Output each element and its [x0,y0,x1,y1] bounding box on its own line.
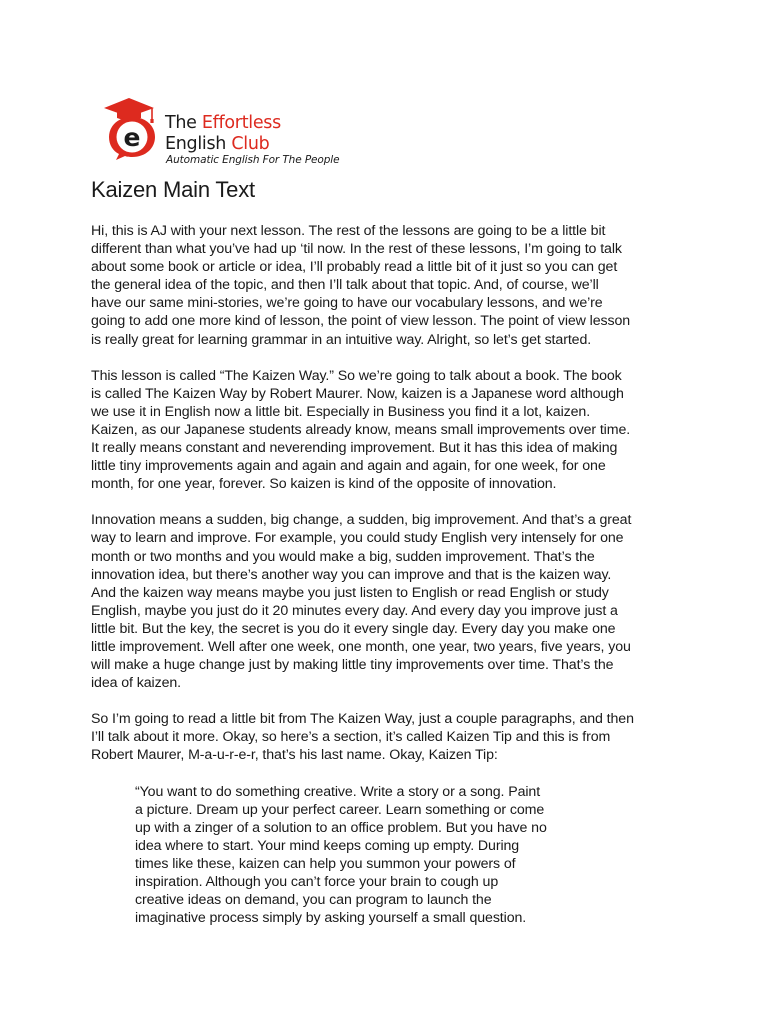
page-title: Kaizen Main Text [91,177,255,202]
svg-text:e: e [123,123,141,152]
document-body [91,222,691,927]
paragraph-reading-intro: So I’m going to read a little bit from The Kaizen Way, just a couple paragraphs, and then I’ll talk about it more. Okay, so here’s a section, it’s called Kaizen Tip and this is from Robert Maurer, M-a-u-r-e-r, that’s his last name. Okay, Kaizen Tip: [91,711,634,764]
graduation-cap-e-icon [102,96,164,160]
paragraph-innovation: Innovation means a sudden, big change, a sudden, big improvement. And that’s a great way to learn and improve. For example, you could study English very intensely for one month or two months and you would make a big, sudden improvement. That’s the innovation idea, but there’s another way you can improve and that is the kaizen way. And the kaizen way means maybe you just listen to English or read English or study English, maybe you just do it 20 minutes every day. And every day you improve just a little bit. But the key, the secret is you do it every single day. Every day you make one little improvement. Well after one week, one month, one year, two years, five years, you will make a huge change just by making little tiny improvements over time. That’s the idea of kaizen. [91,512,632,692]
logo-title: The Effortless English Club [165,113,281,154]
paragraph-kaizen-way: This lesson is called “The Kaizen Way.” So we’re going to talk about a book. The book is called The Kaizen Way by Robert Maurer. Now, kaizen is a Japanese word although we use it in English now a little bit. Especially in Business you find it a lot, kaizen. Kaizen, as our Japanese students already know, means small improvements over time. It really means constant and neverending improvement. But it has this idea of making little tiny improvements again and again and again and again, for one week, for one month, for one year, forever. So kaizen is kind of the opposite of innovation. [91,367,631,493]
club-logo [102,96,362,172]
paragraph-intro: Hi, this is AJ with your next lesson. The rest of the lessons are going to be a little bit different than what you’ve had up ‘til now. In the rest of these lessons, I’m going to talk about some book or article or idea, I’ll probably read a little bit of it just so you can get the general idea of the topic, and then I’ll talk about that topic. And, of course, we’ll have our same mini-stories, we’re going to have our vocabulary lessons, and we’re going to add one more kind of lesson, the point of view lesson. The point of view lesson is really great for learning grammar in an intuitive way. Alright, so let’s get started. [91,223,631,348]
logo-tagline: Automatic English For The People [166,154,340,166]
kaizen-tip-quote: “You want to do something creative. Write a story or a song. Paint a picture. Dream up your perfect career. Learn something or come up with a zinger of a solution to an office problem. But you have no idea where to start. Your mind keeps coming up empty. During times like these, kaizen can help you summon your powers of inspiration. Although you can’t force your brain to cough up creative ideas on demand, you can program to launch the imaginative process simply by asking yourself a small question. [135,783,547,927]
